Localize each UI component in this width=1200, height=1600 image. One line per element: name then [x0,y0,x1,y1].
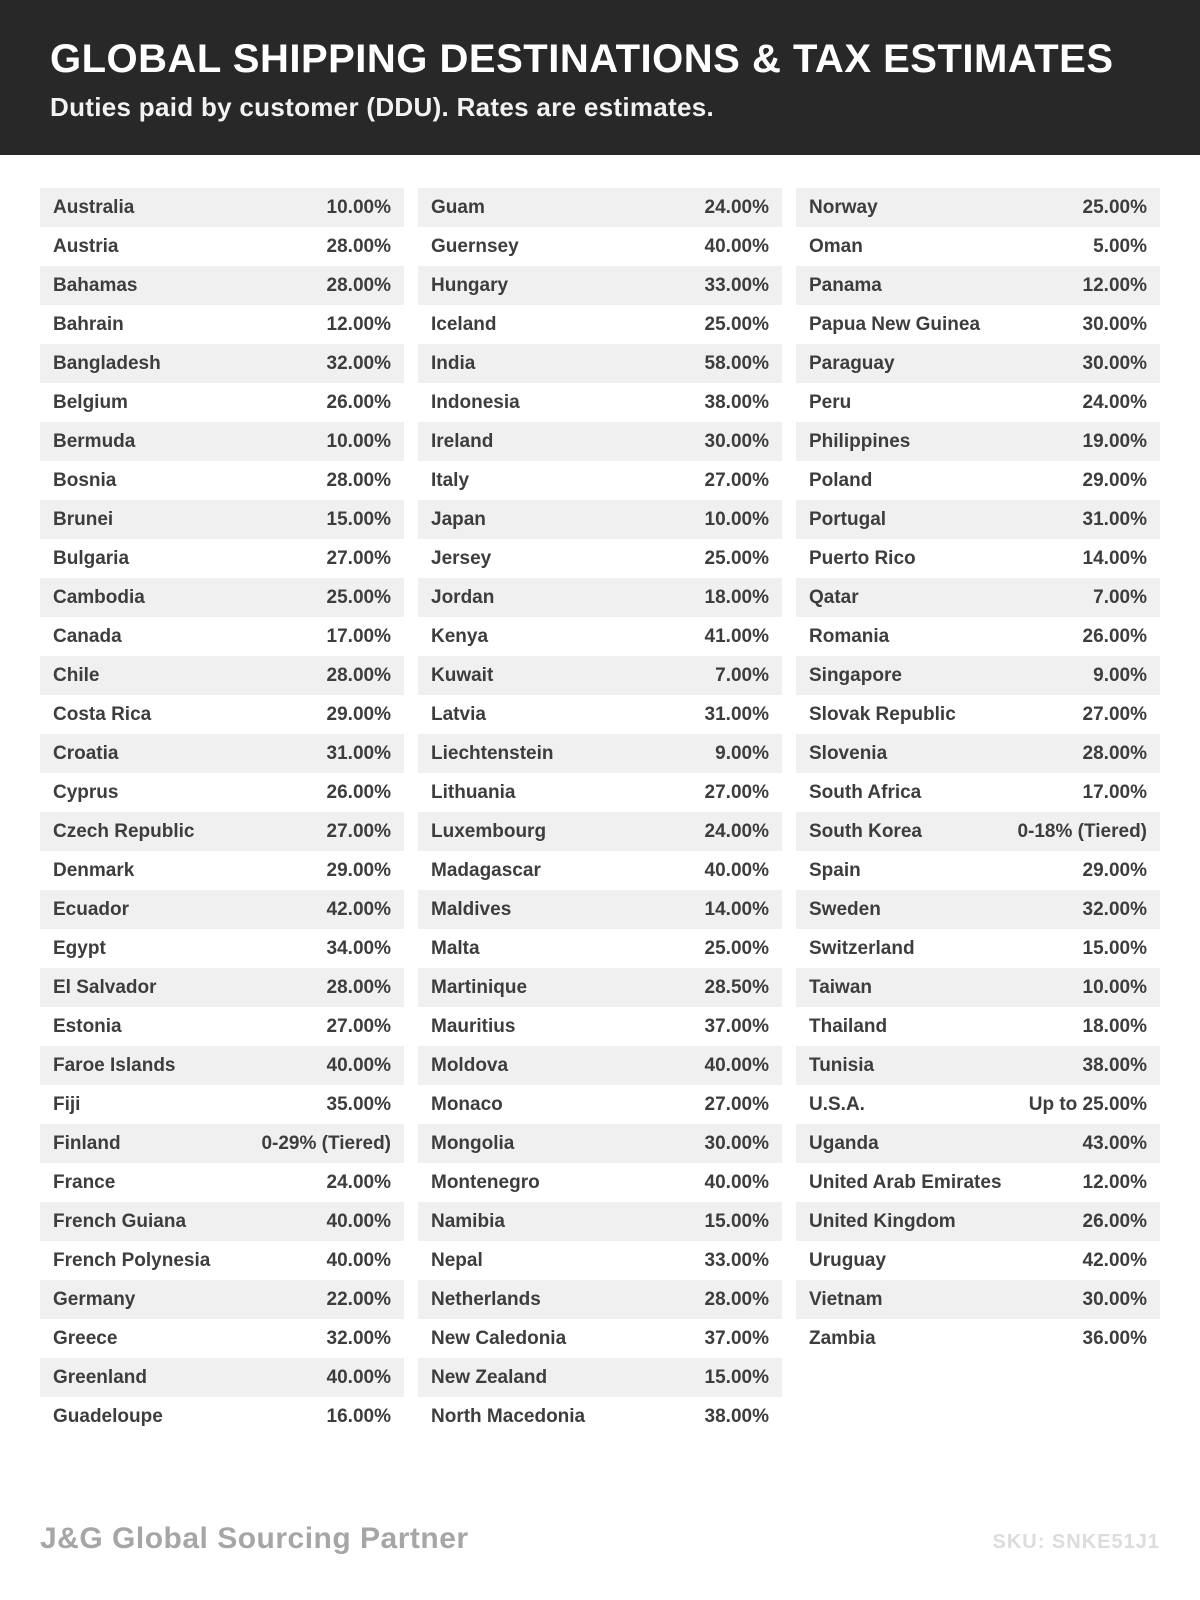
page-title: GLOBAL SHIPPING DESTINATIONS & TAX ESTIMATES [50,37,1114,81]
country-name: Egypt [53,937,106,959]
country-name: Hungary [431,274,509,296]
country-name: Paraguay [809,352,895,374]
country-name: Monaco [431,1093,503,1115]
rate-value: 18.00% [704,586,769,608]
rate-value: 29.00% [326,859,391,881]
rate-value: 31.00% [704,703,769,725]
table-row [796,1319,1160,1358]
rate-value: 28.00% [326,235,391,257]
table-row [418,305,782,344]
page-header [0,0,1200,155]
rate-value: 43.00% [1082,1132,1147,1154]
country-name: Puerto Rico [809,547,916,569]
table-row [796,383,1160,422]
rate-value: 15.00% [1082,937,1147,959]
country-name: Latvia [431,703,486,725]
rates-table [0,188,1200,1436]
country-name: Namibia [431,1210,505,1232]
country-name: Kuwait [431,664,494,686]
country-name: Costa Rica [53,703,152,725]
table-row [796,539,1160,578]
table-row [40,1397,404,1436]
country-name: Mauritius [431,1015,516,1037]
table-row [796,773,1160,812]
country-name: Sweden [809,898,881,920]
country-name: Slovenia [809,742,888,764]
table-row [796,968,1160,1007]
table-row [418,1163,782,1202]
table-row [418,1319,782,1358]
table-row [40,1358,404,1397]
table-row [796,1124,1160,1163]
table-row [418,1202,782,1241]
rate-value: 10.00% [326,196,391,218]
rate-value: 28.00% [326,469,391,491]
table-row [40,227,404,266]
table-row [40,305,404,344]
rate-value: 38.00% [1082,1054,1147,1076]
table-row [40,929,404,968]
country-name: Denmark [53,859,135,881]
rate-value: 40.00% [704,1054,769,1076]
country-name: Japan [431,508,486,530]
table-row [796,1163,1160,1202]
country-name: France [53,1171,116,1193]
table-row [418,1007,782,1046]
rate-value: 14.00% [1082,547,1147,569]
rate-value: 24.00% [704,820,769,842]
rate-value: 25.00% [326,586,391,608]
country-name: Iceland [431,313,497,335]
rate-value: 40.00% [704,859,769,881]
table-row [40,383,404,422]
table-row [796,851,1160,890]
country-name: Martinique [431,976,528,998]
table-row [40,578,404,617]
table-row [40,656,404,695]
table-row [40,1046,404,1085]
table-row [418,227,782,266]
rates-column [796,188,1160,1358]
country-name: Fiji [53,1093,81,1115]
table-row [40,812,404,851]
table-row [418,968,782,1007]
rate-value: 26.00% [326,781,391,803]
country-name: Papua New Guinea [809,313,981,335]
table-row [796,656,1160,695]
rate-value: 12.00% [1082,274,1147,296]
country-name: Norway [809,196,878,218]
table-row [796,1085,1160,1124]
country-name: Zambia [809,1327,876,1349]
table-row [418,1046,782,1085]
country-name: Guadeloupe [53,1405,163,1427]
country-name: Czech Republic [53,820,195,842]
table-row [40,539,404,578]
rate-value: 30.00% [704,430,769,452]
rates-column [40,188,404,1436]
table-row [796,617,1160,656]
rate-value: 35.00% [326,1093,391,1115]
rate-value: 25.00% [704,313,769,335]
rate-value: 12.00% [1082,1171,1147,1193]
table-row [40,461,404,500]
rate-value: 27.00% [704,781,769,803]
table-row [418,344,782,383]
country-name: Greece [53,1327,118,1349]
rate-value: 42.00% [326,898,391,920]
rate-value: 34.00% [326,937,391,959]
table-row [40,422,404,461]
country-name: Uganda [809,1132,879,1154]
rate-value: 26.00% [1082,1210,1147,1232]
rate-value: 26.00% [1082,625,1147,647]
rate-value: 29.00% [1082,859,1147,881]
table-row [40,851,404,890]
country-name: United Kingdom [809,1210,956,1232]
rate-value: 30.00% [1082,352,1147,374]
table-row [40,1319,404,1358]
country-name: Bahrain [53,313,124,335]
rate-value: 32.00% [1082,898,1147,920]
country-name: Chile [53,664,100,686]
rate-value: 18.00% [1082,1015,1147,1037]
table-row [418,695,782,734]
country-name: New Zealand [431,1366,548,1388]
table-row [418,773,782,812]
table-row [40,968,404,1007]
country-name: Thailand [809,1015,888,1037]
rate-value: 28.50% [704,976,769,998]
table-row [796,500,1160,539]
rate-value: 27.00% [1082,703,1147,725]
rate-value: 42.00% [1082,1249,1147,1271]
rate-value: 27.00% [326,820,391,842]
rate-value: 28.00% [326,976,391,998]
country-name: Poland [809,469,873,491]
table-row [796,188,1160,227]
rate-value: 32.00% [326,352,391,374]
table-row [796,890,1160,929]
table-row [40,1241,404,1280]
rate-value: 28.00% [1082,742,1147,764]
table-row [796,461,1160,500]
country-name: Panama [809,274,882,296]
rate-value: 25.00% [704,547,769,569]
country-name: Philippines [809,430,911,452]
rate-value: 37.00% [704,1327,769,1349]
country-name: Switzerland [809,937,915,959]
table-row [418,1124,782,1163]
rate-value: 27.00% [704,1093,769,1115]
rate-value: 30.00% [704,1132,769,1154]
rate-value: 28.00% [704,1288,769,1310]
rate-value: 27.00% [326,1015,391,1037]
table-row [796,1007,1160,1046]
country-name: Bulgaria [53,547,130,569]
country-name: Italy [431,469,470,491]
rate-value: 22.00% [326,1288,391,1310]
rate-value: 58.00% [704,352,769,374]
country-name: India [431,352,476,374]
table-row [418,656,782,695]
rate-value: 27.00% [704,469,769,491]
table-row [418,422,782,461]
rate-value: 33.00% [704,1249,769,1271]
table-row [418,1280,782,1319]
sku-text: SKU: SNKE51J1 [992,1531,1160,1553]
country-name: Uruguay [809,1249,887,1271]
country-name: Faroe Islands [53,1054,176,1076]
table-row [418,539,782,578]
rate-value: 19.00% [1082,430,1147,452]
rate-value: 17.00% [1082,781,1147,803]
country-name: Guam [431,196,485,218]
rate-value: 26.00% [326,391,391,413]
table-row [40,734,404,773]
rate-value: 28.00% [326,274,391,296]
rate-value: 40.00% [326,1210,391,1232]
country-name: Tunisia [809,1054,875,1076]
table-row [796,1046,1160,1085]
country-name: Greenland [53,1366,147,1388]
country-name: Ireland [431,430,494,452]
rate-value: 0-18% (Tiered) [1017,820,1147,842]
country-name: North Macedonia [431,1405,586,1427]
table-row [796,929,1160,968]
table-row [796,1241,1160,1280]
table-row [40,266,404,305]
page-subtitle: Duties paid by customer (DDU). Rates are estimates. [50,92,715,122]
table-row [796,812,1160,851]
rate-value: 10.00% [1082,976,1147,998]
table-row [418,578,782,617]
table-row [418,1358,782,1397]
rate-value: 10.00% [326,430,391,452]
rate-value: 37.00% [704,1015,769,1037]
country-name: Jersey [431,547,492,569]
table-row [796,422,1160,461]
rate-value: 30.00% [1082,1288,1147,1310]
country-name: United Arab Emirates [809,1171,1002,1193]
country-name: Moldova [431,1054,509,1076]
rate-value: 27.00% [326,547,391,569]
brand-text: J&G Global Sourcing Partner [40,1522,469,1555]
country-name: Taiwan [809,976,872,998]
country-name: Cambodia [53,586,145,608]
country-name: Brunei [53,508,114,530]
table-row [40,1007,404,1046]
country-name: Germany [53,1288,136,1310]
table-row [40,890,404,929]
table-row [796,266,1160,305]
country-name: Ecuador [53,898,130,920]
country-name: Bosnia [53,469,117,491]
rate-value: 5.00% [1093,235,1147,257]
rate-value: 40.00% [326,1249,391,1271]
rate-value: 17.00% [326,625,391,647]
rate-value: 40.00% [704,1171,769,1193]
country-name: Kenya [431,625,489,647]
table-row [796,227,1160,266]
table-row [40,1280,404,1319]
table-row [40,500,404,539]
country-name: Indonesia [431,391,520,413]
country-name: Peru [809,391,852,413]
table-row [796,344,1160,383]
table-row [418,500,782,539]
rate-value: 7.00% [1093,586,1147,608]
rate-value: 36.00% [1082,1327,1147,1349]
rate-value: 40.00% [326,1054,391,1076]
rate-value: 15.00% [326,508,391,530]
country-name: Canada [53,625,122,647]
table-row [40,344,404,383]
table-row [40,773,404,812]
rate-value: 0-29% (Tiered) [261,1132,391,1154]
rate-value: 40.00% [326,1366,391,1388]
rate-value: 40.00% [704,235,769,257]
country-name: Nepal [431,1249,483,1271]
rate-value: 12.00% [326,313,391,335]
country-name: South Korea [809,820,922,842]
table-row [40,1124,404,1163]
table-row [796,305,1160,344]
table-row [418,1397,782,1436]
country-name: U.S.A. [809,1093,865,1115]
country-name: Slovak Republic [809,703,956,725]
country-name: Oman [809,235,863,257]
table-row [418,851,782,890]
country-name: Croatia [53,742,119,764]
table-row [40,1202,404,1241]
country-name: Romania [809,625,890,647]
country-name: Guernsey [431,235,519,257]
table-row [40,1163,404,1202]
page-footer [0,1522,1200,1600]
rate-value: 7.00% [715,664,769,686]
country-name: Luxembourg [431,820,547,842]
rate-value: 31.00% [326,742,391,764]
table-row [40,695,404,734]
rate-value: 24.00% [704,196,769,218]
country-name: New Caledonia [431,1327,567,1349]
table-row [418,188,782,227]
table-row [418,929,782,968]
table-row [418,1085,782,1124]
country-name: Bahamas [53,274,138,296]
rates-column [418,188,782,1436]
country-name: Belgium [53,391,128,413]
country-name: Austria [53,235,119,257]
country-name: Estonia [53,1015,122,1037]
rate-value: 9.00% [1093,664,1147,686]
country-name: Singapore [809,664,902,686]
rate-value: 29.00% [1082,469,1147,491]
country-name: Spain [809,859,861,881]
country-name: Finland [53,1132,121,1154]
rate-value: 32.00% [326,1327,391,1349]
rate-value: 25.00% [1082,196,1147,218]
table-row [796,695,1160,734]
table-row [796,734,1160,773]
country-name: French Guiana [53,1210,187,1232]
country-name: Mongolia [431,1132,515,1154]
table-row [418,734,782,773]
country-name: Madagascar [431,859,541,881]
table-row [418,890,782,929]
country-name: Liechtenstein [431,742,554,764]
rate-value: 15.00% [704,1210,769,1232]
rate-value: 38.00% [704,1405,769,1427]
rate-value: 9.00% [715,742,769,764]
rate-value: 25.00% [704,937,769,959]
country-name: Cyprus [53,781,119,803]
country-name: Vietnam [809,1288,883,1310]
rate-value: 24.00% [1082,391,1147,413]
country-name: Qatar [809,586,859,608]
country-name: Maldives [431,898,512,920]
rate-value: 14.00% [704,898,769,920]
table-row [418,812,782,851]
table-row [40,188,404,227]
rate-value: 30.00% [1082,313,1147,335]
rate-value: 10.00% [704,508,769,530]
table-row [796,578,1160,617]
rate-value: 16.00% [326,1405,391,1427]
rate-value: 38.00% [704,391,769,413]
country-name: Montenegro [431,1171,540,1193]
country-name: South Africa [809,781,922,803]
table-row [418,1241,782,1280]
rate-value: 29.00% [326,703,391,725]
table-row [418,383,782,422]
rate-value: 24.00% [326,1171,391,1193]
table-row [418,617,782,656]
rate-value: 28.00% [326,664,391,686]
rate-value: 31.00% [1082,508,1147,530]
rate-value: Up to 25.00% [1028,1093,1147,1115]
rate-value: 15.00% [704,1366,769,1388]
country-name: Lithuania [431,781,516,803]
table-row [796,1202,1160,1241]
country-name: Bangladesh [53,352,161,374]
table-row [418,266,782,305]
country-name: French Polynesia [53,1249,211,1271]
country-name: Jordan [431,586,495,608]
country-name: El Salvador [53,976,157,998]
rate-value: 41.00% [704,625,769,647]
country-name: Bermuda [53,430,136,452]
country-name: Australia [53,196,135,218]
table-row [40,1085,404,1124]
rate-value: 33.00% [704,274,769,296]
country-name: Portugal [809,508,887,530]
country-name: Netherlands [431,1288,541,1310]
table-row [418,461,782,500]
country-name: Malta [431,937,480,959]
table-row [40,617,404,656]
table-row [796,1280,1160,1319]
